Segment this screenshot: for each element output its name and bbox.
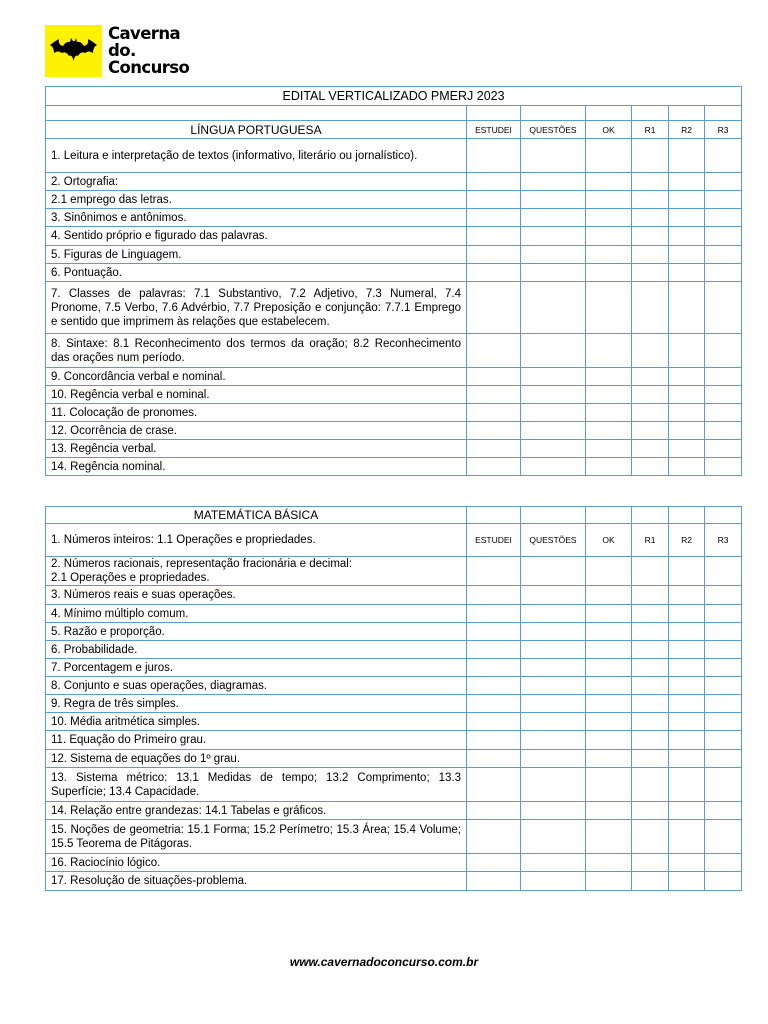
checkbox-cell[interactable] <box>669 750 705 768</box>
table-row <box>46 139 742 173</box>
col-header: R1 <box>632 121 669 139</box>
logo-line-1: Caverna <box>108 24 181 43</box>
checkbox-cell[interactable] <box>669 872 705 891</box>
checkbox-cell[interactable] <box>521 641 586 659</box>
col-header: OK <box>586 121 632 139</box>
checkbox-cell[interactable] <box>632 173 669 191</box>
checkbox-cell[interactable] <box>669 458 705 476</box>
table-row <box>46 246 742 264</box>
checkbox-cell[interactable] <box>467 139 521 173</box>
table-row <box>46 458 742 476</box>
checkbox-cell[interactable] <box>632 191 669 209</box>
table-row <box>46 282 742 334</box>
topic-cell: 7. Porcentagem e juros. <box>46 659 467 677</box>
checkbox-cell[interactable] <box>669 802 705 820</box>
checkbox-cell[interactable] <box>586 731 632 750</box>
checkbox-cell[interactable] <box>586 282 632 334</box>
col-header: ESTUDEI <box>467 121 521 139</box>
checkbox-cell[interactable] <box>521 282 586 334</box>
checkbox-cell[interactable] <box>669 641 705 659</box>
topic-cell: 6. Pontuação. <box>46 264 467 282</box>
table-row <box>46 386 742 404</box>
checkbox-cell[interactable] <box>586 227 632 246</box>
checkbox-cell[interactable] <box>669 334 705 368</box>
checkbox-cell[interactable] <box>669 173 705 191</box>
table-row <box>46 524 742 557</box>
checkbox-cell[interactable] <box>632 695 669 713</box>
topic-cell: 16. Raciocínio lógico. <box>46 854 467 872</box>
checkbox-cell[interactable] <box>705 802 742 820</box>
checkbox-cell[interactable] <box>521 731 586 750</box>
checkbox-cell[interactable] <box>705 768 742 802</box>
checkbox-cell[interactable] <box>467 677 521 695</box>
checkbox-cell[interactable] <box>586 246 632 264</box>
checkbox-cell[interactable] <box>705 386 742 404</box>
checkbox-cell[interactable] <box>705 191 742 209</box>
topic-cell: 11. Colocação de pronomes. <box>46 404 467 422</box>
checkbox-cell[interactable] <box>521 368 586 386</box>
page-title: EDITAL VERTICALIZADO PMERJ 2023 <box>46 87 742 106</box>
table-row <box>46 695 742 713</box>
checkbox-cell[interactable] <box>467 173 521 191</box>
checkbox-cell[interactable] <box>669 386 705 404</box>
checkbox-cell[interactable] <box>632 227 669 246</box>
header-row <box>46 121 742 139</box>
table-row <box>46 872 742 891</box>
checkbox-cell[interactable] <box>521 191 586 209</box>
topic-cell: 3. Sinônimos e antônimos. <box>46 209 467 227</box>
table-row <box>46 659 742 677</box>
checkbox-cell[interactable] <box>632 659 669 677</box>
checkbox-cell[interactable] <box>521 695 586 713</box>
table-row <box>46 334 742 368</box>
checkbox-cell[interactable] <box>586 854 632 872</box>
checkbox-cell[interactable] <box>467 802 521 820</box>
checkbox-cell[interactable] <box>632 209 669 227</box>
checkbox-cell[interactable] <box>521 820 586 854</box>
checkbox-cell[interactable] <box>467 641 521 659</box>
checkbox-cell[interactable] <box>669 246 705 264</box>
checkbox-cell[interactable] <box>632 677 669 695</box>
checkbox-cell[interactable] <box>669 586 705 605</box>
topic-cell: 12. Sistema de equações do 1º grau. <box>46 750 467 768</box>
checkbox-cell[interactable] <box>467 282 521 334</box>
checkbox-cell[interactable] <box>586 802 632 820</box>
checkbox-cell[interactable] <box>467 605 521 623</box>
checkbox-cell[interactable] <box>521 440 586 458</box>
col-header: OK <box>586 524 632 557</box>
topic-cell: 2.1 emprego das letras. <box>46 191 467 209</box>
table-row <box>46 750 742 768</box>
checkbox-cell[interactable] <box>521 802 586 820</box>
checkbox-cell[interactable] <box>586 695 632 713</box>
checkbox-cell[interactable] <box>521 139 586 173</box>
checkbox-cell[interactable] <box>586 458 632 476</box>
checkbox-cell[interactable] <box>521 404 586 422</box>
table-row <box>46 731 742 750</box>
checkbox-cell[interactable] <box>705 368 742 386</box>
table-row <box>46 713 742 731</box>
checkbox-cell[interactable] <box>467 440 521 458</box>
checkbox-cell[interactable] <box>467 368 521 386</box>
topic-cell: 9. Regra de três simples. <box>46 695 467 713</box>
checkbox-cell[interactable] <box>586 820 632 854</box>
topic-cell: 2. Números racionais, representação fracionária e decimal: 2.1 Operações e propriedades. <box>46 557 467 586</box>
checkbox-cell[interactable] <box>586 659 632 677</box>
checkbox-cell[interactable] <box>467 386 521 404</box>
topic-cell: 14. Relação entre grandezas: 14.1 Tabelas e gráficos. <box>46 802 467 820</box>
checkbox-cell[interactable] <box>521 264 586 282</box>
table-row <box>46 677 742 695</box>
checkbox-cell[interactable] <box>521 768 586 802</box>
checkbox-cell[interactable] <box>632 872 669 891</box>
checkbox-cell[interactable] <box>705 227 742 246</box>
checkbox-cell[interactable] <box>632 586 669 605</box>
checkbox-cell[interactable] <box>467 422 521 440</box>
table-row <box>46 557 742 586</box>
col-header: R2 <box>669 121 705 139</box>
header-row <box>46 507 742 524</box>
checkbox-cell[interactable] <box>705 586 742 605</box>
checkbox-cell[interactable] <box>467 731 521 750</box>
checkbox-cell[interactable] <box>705 695 742 713</box>
checkbox-cell[interactable] <box>586 768 632 802</box>
checkbox-cell[interactable] <box>669 422 705 440</box>
table-row <box>46 586 742 605</box>
checkbox-cell[interactable] <box>586 334 632 368</box>
checkbox-cell[interactable] <box>669 695 705 713</box>
table-row <box>46 191 742 209</box>
checkbox-cell[interactable] <box>705 641 742 659</box>
table-row <box>46 209 742 227</box>
logo-line-3: Concurso <box>108 58 190 77</box>
checkbox-cell[interactable] <box>586 139 632 173</box>
topic-cell: 8. Sintaxe: 8.1 Reconhecimento dos termos da oração; 8.2 Reconhecimento das orações num período. <box>46 334 467 368</box>
table-row <box>46 854 742 872</box>
checkbox-cell[interactable] <box>521 677 586 695</box>
checkbox-cell[interactable] <box>521 872 586 891</box>
checkbox-cell[interactable] <box>586 872 632 891</box>
checkbox-cell[interactable] <box>705 713 742 731</box>
checkbox-cell[interactable] <box>669 713 705 731</box>
logo-line-2: do. <box>108 41 136 60</box>
checkbox-cell[interactable] <box>705 458 742 476</box>
checkbox-cell[interactable] <box>632 246 669 264</box>
topic-cell: 3. Números reais e suas operações. <box>46 586 467 605</box>
topic-cell: 1. Números inteiros: 1.1 Operações e propriedades. <box>46 524 467 557</box>
checkbox-cell[interactable] <box>705 659 742 677</box>
table-row <box>46 368 742 386</box>
checkbox-cell[interactable] <box>705 282 742 334</box>
checkbox-cell[interactable] <box>521 209 586 227</box>
table-row <box>46 641 742 659</box>
section-title: MATEMÁTICA BÁSICA <box>46 507 467 524</box>
title-row <box>46 87 742 106</box>
topic-cell: 2. Ortografia: <box>46 173 467 191</box>
checkbox-cell[interactable] <box>632 139 669 173</box>
checkbox-cell[interactable] <box>586 404 632 422</box>
table-row <box>46 404 742 422</box>
checkbox-cell[interactable] <box>705 854 742 872</box>
matematica-table <box>45 506 742 891</box>
checkbox-cell[interactable] <box>467 623 521 641</box>
section-title: LÍNGUA PORTUGUESA <box>46 121 467 139</box>
checkbox-cell[interactable] <box>632 854 669 872</box>
checkbox-cell[interactable] <box>467 246 521 264</box>
checkbox-cell[interactable] <box>669 820 705 854</box>
checkbox-cell[interactable] <box>586 713 632 731</box>
checkbox-cell[interactable] <box>632 264 669 282</box>
checkbox-cell[interactable] <box>669 191 705 209</box>
table-row <box>46 440 742 458</box>
checkbox-cell[interactable] <box>705 820 742 854</box>
logo <box>45 25 189 77</box>
checkbox-cell[interactable] <box>467 854 521 872</box>
logo-badge <box>45 25 102 77</box>
checkbox-cell[interactable] <box>632 802 669 820</box>
checkbox-cell[interactable] <box>669 264 705 282</box>
col-header: R1 <box>632 524 669 557</box>
checkbox-cell[interactable] <box>632 623 669 641</box>
checkbox-cell[interactable] <box>705 557 742 586</box>
table-row <box>46 173 742 191</box>
checkbox-cell[interactable] <box>521 557 586 586</box>
checkbox-cell[interactable] <box>467 557 521 586</box>
checkbox-cell[interactable] <box>632 422 669 440</box>
checkbox-cell[interactable] <box>669 227 705 246</box>
table-row <box>46 623 742 641</box>
checkbox-cell[interactable] <box>632 605 669 623</box>
checkbox-cell[interactable] <box>586 623 632 641</box>
checkbox-cell[interactable] <box>586 386 632 404</box>
checkbox-cell[interactable] <box>669 557 705 586</box>
checkbox-cell[interactable] <box>705 422 742 440</box>
checkbox-cell[interactable] <box>467 586 521 605</box>
topic-cell: 12. Ocorrência de crase. <box>46 422 467 440</box>
checkbox-cell[interactable] <box>521 227 586 246</box>
checkbox-cell[interactable] <box>586 264 632 282</box>
checkbox-cell[interactable] <box>467 713 521 731</box>
col-header: R2 <box>669 524 705 557</box>
checkbox-cell[interactable] <box>467 404 521 422</box>
checkbox-cell[interactable] <box>467 768 521 802</box>
checkbox-cell[interactable] <box>632 404 669 422</box>
checkbox-cell[interactable] <box>705 404 742 422</box>
checkbox-cell[interactable] <box>669 440 705 458</box>
portugues-table <box>45 86 742 476</box>
checkbox-cell[interactable] <box>586 750 632 768</box>
table-row <box>46 227 742 246</box>
checkbox-cell[interactable] <box>467 458 521 476</box>
checkbox-cell[interactable] <box>521 586 586 605</box>
checkbox-cell[interactable] <box>705 677 742 695</box>
logo-text <box>108 25 189 76</box>
checkbox-cell[interactable] <box>669 282 705 334</box>
topic-cell: 14. Regência nominal. <box>46 458 467 476</box>
spacer-row <box>46 106 742 121</box>
checkbox-cell[interactable] <box>467 820 521 854</box>
checkbox-cell[interactable] <box>669 605 705 623</box>
checkbox-cell[interactable] <box>632 440 669 458</box>
checkbox-cell[interactable] <box>669 677 705 695</box>
checkbox-cell[interactable] <box>521 422 586 440</box>
topic-cell: 4. Mínimo múltiplo comum. <box>46 605 467 623</box>
topic-cell: 15. Noções de geometria: 15.1 Forma; 15.2 Perímetro; 15.3 Área; 15.4 Volume; 15.5 Teorema de Pitágoras. <box>46 820 467 854</box>
checkbox-cell[interactable] <box>467 209 521 227</box>
topic-cell: 10. Média aritmética simples. <box>46 713 467 731</box>
topic-cell: 10. Regência verbal e nominal. <box>46 386 467 404</box>
checkbox-cell[interactable] <box>586 557 632 586</box>
checkbox-cell[interactable] <box>705 334 742 368</box>
checkbox-cell[interactable] <box>467 659 521 677</box>
topic-cell: 8. Conjunto e suas operações, diagramas. <box>46 677 467 695</box>
checkbox-cell[interactable] <box>705 139 742 173</box>
topic-cell: 4. Sentido próprio e figurado das palavras. <box>46 227 467 246</box>
checkbox-cell[interactable] <box>705 209 742 227</box>
topic-cell: 17. Resolução de situações-problema. <box>46 872 467 891</box>
checkbox-cell[interactable] <box>705 246 742 264</box>
checkbox-cell[interactable] <box>705 440 742 458</box>
checkbox-cell[interactable] <box>669 368 705 386</box>
checkbox-cell[interactable] <box>586 677 632 695</box>
checkbox-cell[interactable] <box>632 820 669 854</box>
table-row <box>46 422 742 440</box>
topic-cell: 5. Razão e proporção. <box>46 623 467 641</box>
checkbox-cell[interactable] <box>521 246 586 264</box>
checkbox-cell[interactable] <box>521 854 586 872</box>
topic-cell: 13. Regência verbal. <box>46 440 467 458</box>
checkbox-cell[interactable] <box>705 173 742 191</box>
checkbox-cell[interactable] <box>586 368 632 386</box>
checkbox-cell[interactable] <box>467 264 521 282</box>
checkbox-cell[interactable] <box>669 623 705 641</box>
checkbox-cell[interactable] <box>586 173 632 191</box>
checkbox-cell[interactable] <box>632 282 669 334</box>
checkbox-cell[interactable] <box>632 768 669 802</box>
checkbox-cell[interactable] <box>669 404 705 422</box>
topic-cell: 5. Figuras de Linguagem. <box>46 246 467 264</box>
checkbox-cell[interactable] <box>632 334 669 368</box>
checkbox-cell[interactable] <box>521 750 586 768</box>
checkbox-cell[interactable] <box>586 605 632 623</box>
col-header: R3 <box>705 524 742 557</box>
col-header: R3 <box>705 121 742 139</box>
checkbox-cell[interactable] <box>586 440 632 458</box>
topic-cell: 7. Classes de palavras: 7.1 Substantivo, 7.2 Adjetivo, 7.3 Numeral, 7.4 Pronome, 7.5 Verbo, 7.6 Advérbio, 7.7 Preposição e conjunção: 7.7.1 Emprego e sentido que imprimem às relações que estabelecem. <box>46 282 467 334</box>
checkbox-cell[interactable] <box>632 368 669 386</box>
checkbox-cell[interactable] <box>586 641 632 659</box>
checkbox-cell[interactable] <box>586 586 632 605</box>
table-row <box>46 802 742 820</box>
table-row <box>46 264 742 282</box>
checkbox-cell[interactable] <box>669 659 705 677</box>
checkbox-cell[interactable] <box>586 209 632 227</box>
checkbox-cell[interactable] <box>632 386 669 404</box>
checkbox-cell[interactable] <box>521 713 586 731</box>
checkbox-cell[interactable] <box>632 731 669 750</box>
checkbox-cell[interactable] <box>521 386 586 404</box>
col-header: ESTUDEI <box>467 524 521 557</box>
topic-cell: 6. Probabilidade. <box>46 641 467 659</box>
checkbox-cell[interactable] <box>669 768 705 802</box>
checkbox-cell[interactable] <box>705 605 742 623</box>
checkbox-cell[interactable] <box>669 209 705 227</box>
checkbox-cell[interactable] <box>632 750 669 768</box>
table-row <box>46 768 742 802</box>
table-row <box>46 820 742 854</box>
checkbox-cell[interactable] <box>705 623 742 641</box>
checkbox-cell[interactable] <box>632 713 669 731</box>
checkbox-cell[interactable] <box>521 623 586 641</box>
checkbox-cell[interactable] <box>467 227 521 246</box>
topic-cell: 1. Leitura e interpretação de textos (informativo, literário ou jornalístico). <box>46 139 467 173</box>
col-header: QUESTÕES <box>521 121 586 139</box>
bat-icon <box>49 37 98 63</box>
checkbox-cell[interactable] <box>669 854 705 872</box>
checkbox-cell[interactable] <box>586 191 632 209</box>
checkbox-cell[interactable] <box>669 139 705 173</box>
topic-cell: 13. Sistema métrico: 13.1 Medidas de tempo; 13.2 Comprimento; 13.3 Superfície; 13.4 Capacidade. <box>46 768 467 802</box>
checkbox-cell[interactable] <box>467 191 521 209</box>
checkbox-cell[interactable] <box>705 750 742 768</box>
checkbox-cell[interactable] <box>467 750 521 768</box>
footer-url: www.cavernadoconcurso.com.br <box>289 955 479 969</box>
checkbox-cell[interactable] <box>467 695 521 713</box>
checkbox-cell[interactable] <box>521 334 586 368</box>
checkbox-cell[interactable] <box>586 422 632 440</box>
checkbox-cell[interactable] <box>521 659 586 677</box>
checkbox-cell[interactable] <box>521 458 586 476</box>
checkbox-cell[interactable] <box>669 731 705 750</box>
checkbox-cell[interactable] <box>467 334 521 368</box>
table-row <box>46 605 742 623</box>
checkbox-cell[interactable] <box>521 605 586 623</box>
checkbox-cell[interactable] <box>705 731 742 750</box>
topic-cell: 11. Equação do Primeiro grau. <box>46 731 467 750</box>
checkbox-cell[interactable] <box>632 557 669 586</box>
topic-cell: 9. Concordância verbal e nominal. <box>46 368 467 386</box>
checkbox-cell[interactable] <box>705 264 742 282</box>
checkbox-cell[interactable] <box>467 872 521 891</box>
checkbox-cell[interactable] <box>632 641 669 659</box>
col-header: QUESTÕES <box>521 524 586 557</box>
checkbox-cell[interactable] <box>632 458 669 476</box>
checkbox-cell[interactable] <box>705 872 742 891</box>
checkbox-cell[interactable] <box>521 173 586 191</box>
